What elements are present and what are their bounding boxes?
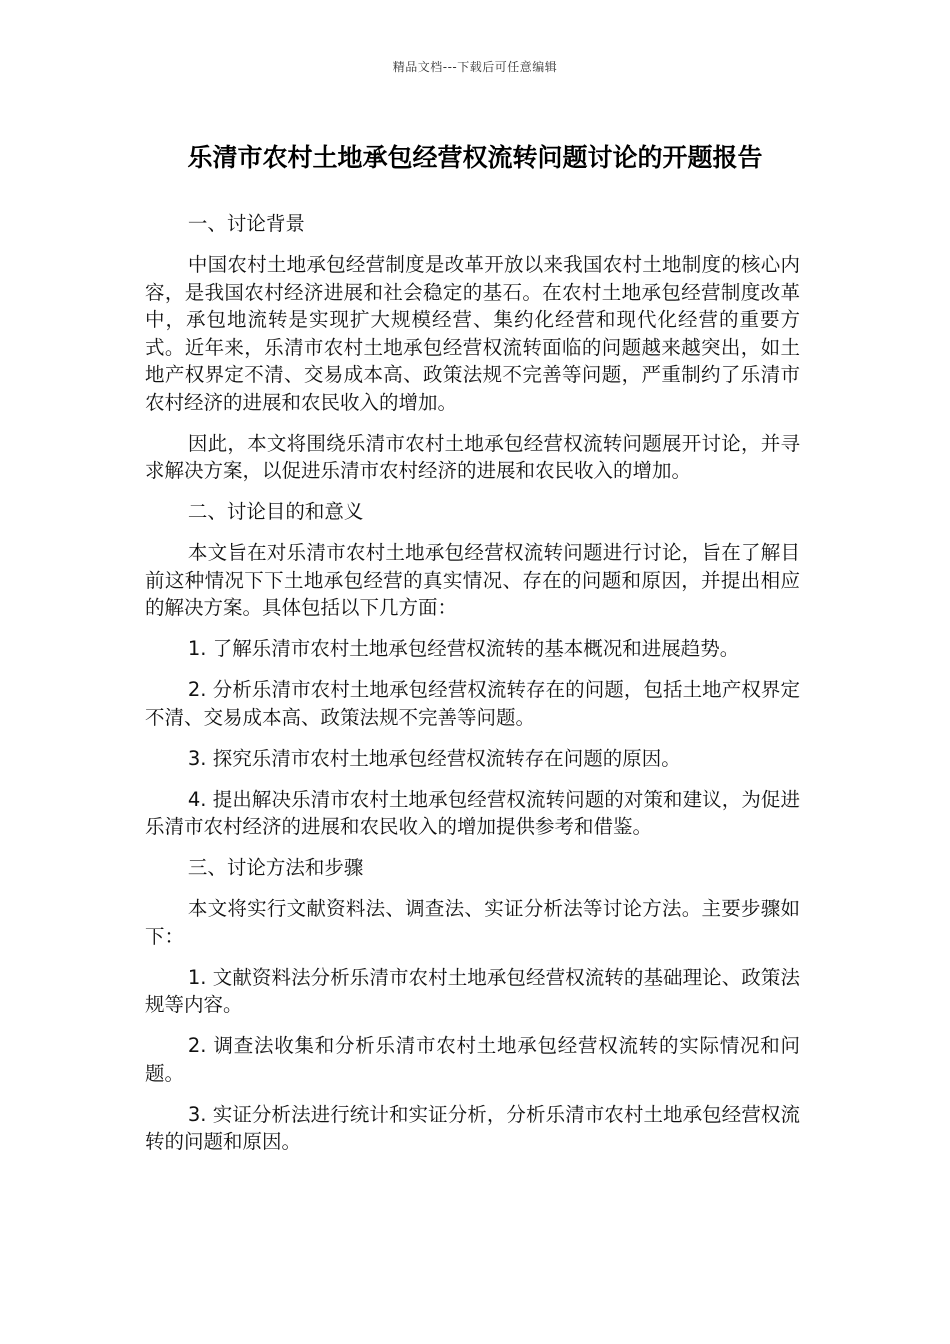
list-item-purpose-1: 1. 了解乐清市农村土地承包经营权流转的基本概况和进展趋势。 (187, 637, 740, 660)
document-title: 乐清市农村土地承包经营权流转问题讨论的开题报告 (187, 143, 763, 172)
list-item-methods-3: 3. 实证分析法进行统计和实证分析，分析乐清市农村土地承包经营权流转的问题和原因。 (145, 1102, 800, 1153)
list-item-purpose-3: 3. 探究乐清市农村土地承包经营权流转存在问题的原因。 (187, 746, 681, 770)
list-item-methods-2: 2. 调查法收集和分析乐清市农村土地承包经营权流转的实际情况和问题。 (145, 1034, 800, 1085)
list-item-purpose-4: 4. 提出解决乐清市农村土地承包经营权流转问题的对策和建议，为促进乐清市农村经济的进展和农民收入的增加提供参考和借鉴。 (145, 787, 800, 838)
paragraph-purpose-intro: 因此，本文将围绕乐清市农村土地承包经营权流转问题展开讨论，并寻求解决方案，以促进乐清市农村经济的进展和农民收入的增加。 (145, 431, 800, 482)
paragraph-background: 中国农村土地承包经营制度是改革开放以来我国农村土地制度的核心内容，是我国农村经济进展和社会稳定的基石。在农村土地承包经营制度改革中，承包地流转是实现扩大规模经营、集约化经营和现代化经营的重要方式。近年来，乐清市农村土地承包经营权流转面临的问题越来越突出，如土地产权界定不清、交易成本高、政策法规不完善等问题，严重制约了乐清市农村经济的进展和农民收入的增加。 (145, 253, 800, 414)
list-item-methods-1: 1. 文献资料法分析乐清市农村土地承包经营权流转的基础理论、政策法规等内容。 (145, 965, 800, 1016)
list-item-purpose-2: 2. 分析乐清市农村土地承包经营权流转存在的问题，包括土地产权界定不清、交易成本高、政策法规不完善等问题。 (145, 678, 800, 729)
section-heading-methods: 三、讨论方法和步骤 (187, 856, 364, 879)
header-note: 精品文档---下载后可任意编辑 (392, 60, 558, 74)
section-heading-background: 一、讨论背景 (187, 212, 305, 235)
paragraph-methods: 本文将实行文献资料法、调查法、实证分析法等讨论方法。主要步骤如下： (145, 897, 800, 948)
paragraph-purpose: 本文旨在对乐清市农村土地承包经营权流转问题进行讨论，旨在了解目前这种情况下下土地承包经营的真实情况、存在的问题和原因，并提出相应的解决方案。具体包括以下几方面： (145, 541, 800, 619)
section-heading-purpose: 二、讨论目的和意义 (187, 500, 364, 523)
document-body (145, 210, 800, 1169)
